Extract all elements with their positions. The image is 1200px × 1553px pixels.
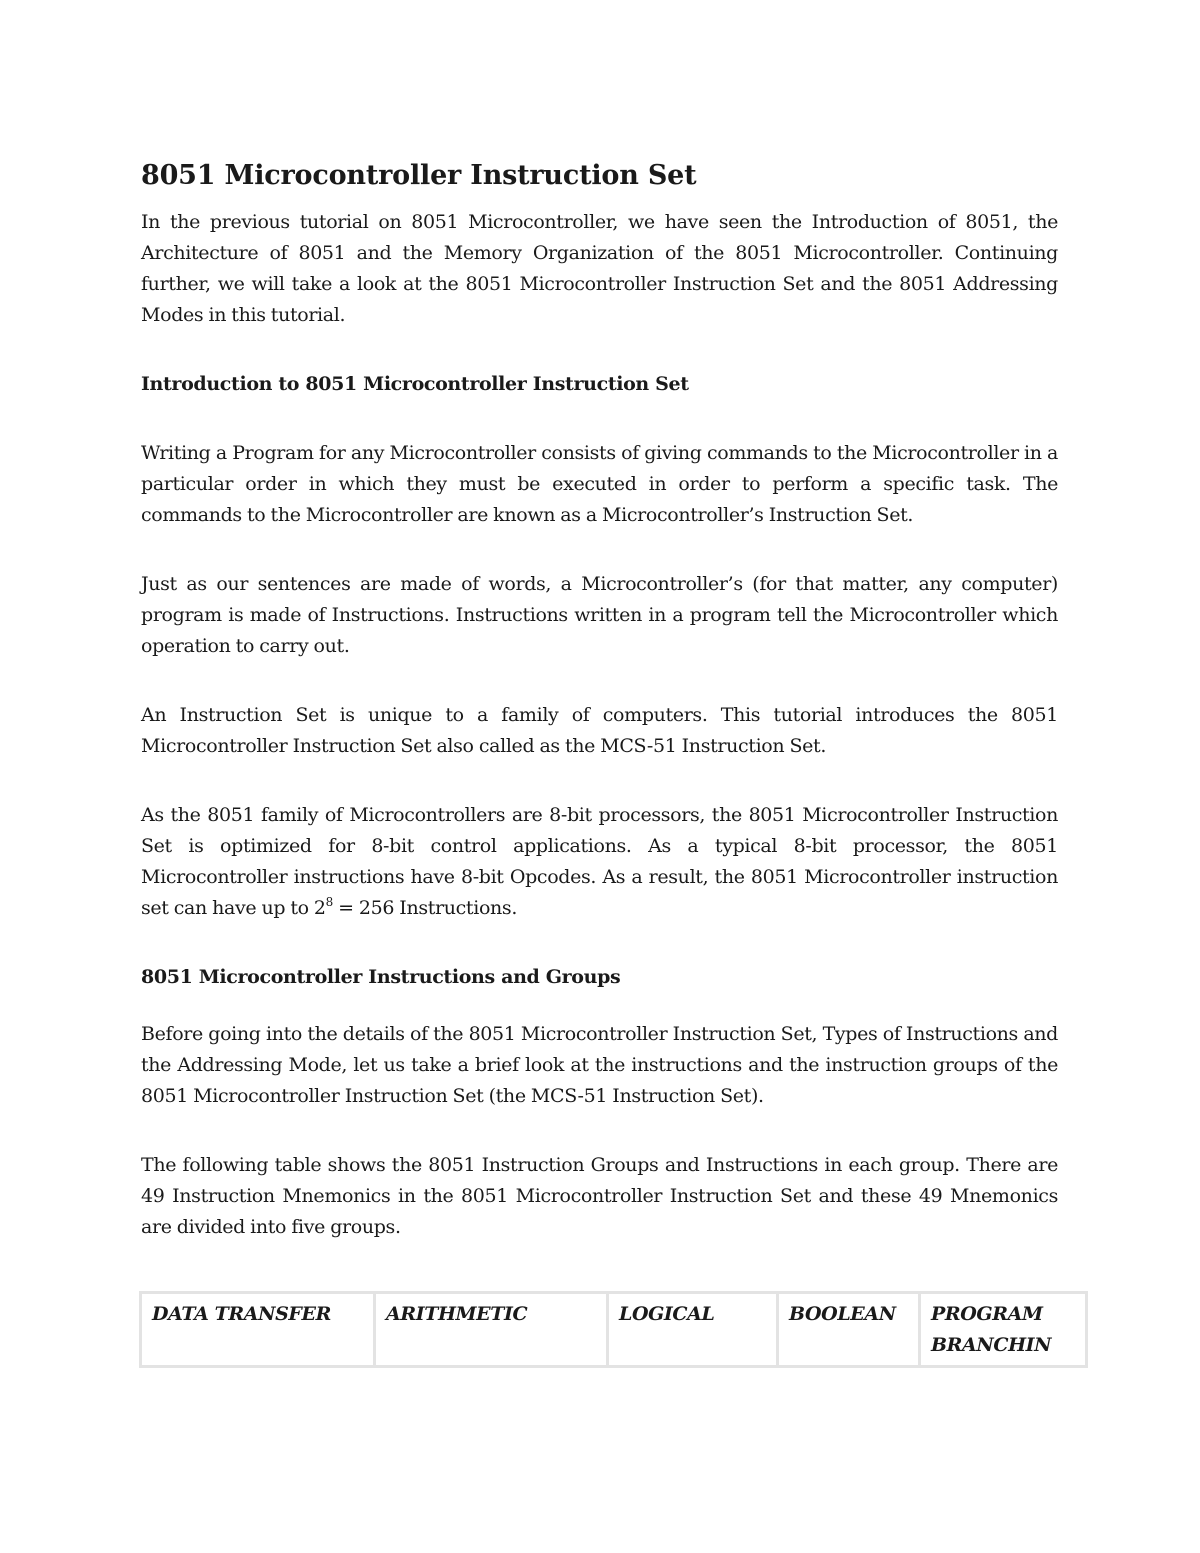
header-data-transfer: DATA TRANSFER [141, 1293, 375, 1367]
document-page [141, 158, 1058, 1243]
section-heading-introduction: Introduction to 8051 Microcontroller Instruction Set [141, 373, 689, 395]
superscript-exponent: 8 [325, 894, 333, 909]
page-title: 8051 Microcontroller Instruction Set [141, 160, 697, 191]
header-arithmetic: ARITHMETIC [375, 1293, 608, 1367]
paragraph-following-table: The following table shows the 8051 Instruction Groups and Instructions in each group. There are 49 Instruction Mnemonics in the 8051 Microcontroller Instruction Set and these 49 Mnemonics are divided into five groups. [141, 1154, 1058, 1238]
paragraph-8bit-suffix: = 256 Instructions. [332, 897, 518, 919]
paragraph-before-details: Before going into the details of the 8051 Microcontroller Instruction Set, Types of Instructions and the Addressing Mode, let us take a brief look at the instructions and the instruction groups of the 8051 Microcontroller Instruction Set (the MCS-51 Instruction Set). [141, 1023, 1058, 1107]
instruction-groups-table [139, 1291, 1088, 1368]
header-program-branching: PROGRAM BRANCHIN [920, 1293, 1087, 1367]
header-boolean: BOOLEAN [778, 1293, 920, 1367]
header-logical: LOGICAL [608, 1293, 778, 1367]
intro-paragraph: In the previous tutorial on 8051 Microcontroller, we have seen the Introduction of 8051, the Architecture of 8051 and the Memory Organization of the 8051 Microcontroller. Continuing further, we will take a look at the 8051 Microcontroller Instruction Set and the 8051 Addressing Modes in this tutorial. [141, 211, 1058, 326]
paragraph-sentences-words: Just as our sentences are made of words, a Microcontroller’s (for that matter, any computer) program is made of Instructions. Instructions written in a program tell the Microcontroller which operation to carry out. [141, 573, 1058, 657]
paragraph-instruction-set-unique: An Instruction Set is unique to a family of computers. This tutorial introduces the 8051 Microcontroller Instruction Set also called as the MCS-51 Instruction Set. [141, 704, 1058, 757]
table-header-row [141, 1293, 1087, 1367]
paragraph-8bit-processors [141, 800, 1058, 924]
section-heading-groups: 8051 Microcontroller Instructions and Groups [141, 966, 621, 988]
paragraph-writing-program: Writing a Program for any Microcontroller consists of giving commands to the Microcontroller in a particular order in which they must be executed in order to perform a specific task. The commands to the Microcontroller are known as a Microcontroller’s Instruction Set. [141, 442, 1058, 526]
paragraph-8bit-text: As the 8051 family of Microcontrollers are 8-bit processors, the 8051 Microcontroller Instruction Set is optimized for 8-bit control applications. As a typical 8-bit processor, the 8051 Microcontroller instructions have 8-bit Opcodes. As a result, the 8051 Microcontroller instruction set can have up to 2 [141, 804, 1058, 919]
